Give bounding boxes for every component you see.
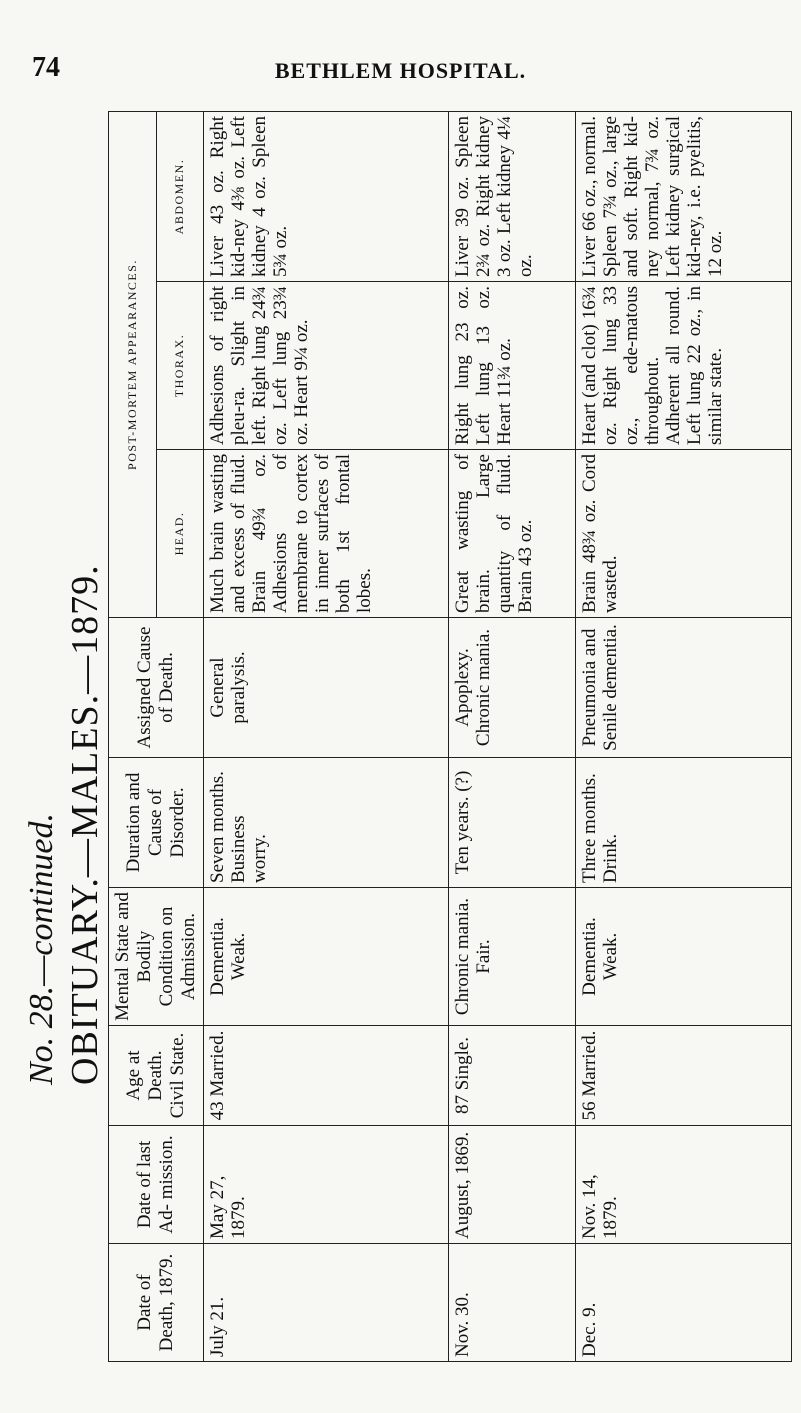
cell-date-of-admission: August, 1869. (449, 1126, 576, 1244)
cell-abdomen: Liver 39 oz. Spleen 2¾ oz. Right kidney 3 oz. Left kidney 4¼ oz. (449, 112, 576, 282)
header-head: HEAD. (156, 450, 204, 618)
cell-thorax: Adhesions of right pleu-ra. Slight in left. Right lung 24¾ oz. Left lung 23¾ oz. Heart 9¼ oz. (204, 282, 449, 450)
header-cause-of-death: Assigned Cause of Death. (109, 618, 204, 758)
table-row (204, 112, 449, 1362)
cell-head: Great wasting of brain. Large quantity of fluid. Brain 43 oz. (449, 450, 576, 618)
table-row (576, 112, 792, 1362)
obituary-table-wrapper (108, 112, 792, 1362)
continued-label: continued. (23, 813, 60, 956)
cell-cause-of-death: General paralysis. (204, 618, 449, 758)
cell-age: 43 Married. (204, 1026, 449, 1126)
header-post-mortem: POST-MORTEM APPEARANCES. (109, 112, 157, 618)
obituary-table (108, 111, 792, 1362)
cell-duration: Seven months. Business worry. (204, 758, 449, 888)
cell-duration: Ten years. (?) (449, 758, 576, 888)
cell-head: Brain 48¾ oz. Cord wasted. (576, 450, 792, 618)
cell-mental-state: Dementia. Weak. (576, 888, 792, 1026)
header-thorax: THORAX. (156, 282, 204, 450)
cell-thorax: Heart (and clot) 16¾ oz. Right lung 33 oz., ede-matous throughout. Adherent all round. Left lung 22 oz., in similar state. (576, 282, 792, 450)
cell-head: Much brain wasting and excess of fluid. Brain 49¾ oz. Adhesions of membrane to cortex in inner surfaces of both 1st frontal lobes. (204, 450, 449, 618)
cell-cause-of-death: Pneumonia and Senile dementia. (576, 618, 792, 758)
cell-cause-of-death: Apoplexy. Chronic mania. (449, 618, 576, 758)
cell-mental-state: Dementia. Weak. (204, 888, 449, 1026)
cell-thorax: Right lung 23 oz. Left lung 13 oz. Heart 11¾ oz. (449, 282, 576, 450)
header-abdomen: ABDOMEN. (156, 112, 204, 282)
table-row (449, 112, 576, 1362)
cell-date-of-death: Nov. 30. (449, 1244, 576, 1362)
dash: — (23, 955, 60, 986)
header-duration: Duration and Cause of Disorder. (109, 758, 204, 888)
cell-date-of-admission: Nov. 14, 1879. (576, 1126, 792, 1244)
cell-abdomen: Liver 66 oz., normal. Spleen 7¾ oz., large and soft. Right kid-ney normal, 7¾ oz. Left kidney surgical kid-ney, i.e. pyelitis, 12 oz. (576, 112, 792, 282)
running-head: BETHLEM HOSPITAL. (274, 58, 527, 83)
header-date-of-death: Date of Death, 1879. (109, 1244, 204, 1362)
header-age: Age at Death. Civil State. (109, 1026, 204, 1126)
table-number: No. 28. (23, 985, 60, 1085)
page-number: 74 (32, 52, 60, 83)
cell-duration: Three months. Drink. (576, 758, 792, 888)
cell-date-of-admission: May 27, 1879. (204, 1126, 449, 1244)
cell-mental-state: Chronic mania. Fair. (449, 888, 576, 1026)
cell-age: 87 Single. (449, 1026, 576, 1126)
header-mental-state: Mental State and Bodily Condition on Admission. (109, 888, 204, 1026)
cell-abdomen: Liver 43 oz. Right kid-ney 4⅜ oz. Left kidney 4 oz. Spleen 5¾ oz. (204, 112, 449, 282)
cell-date-of-death: July 21. (204, 1244, 449, 1362)
side-heading (22, 85, 112, 1085)
side-heading-title: OBITUARY.—MALES.—1879. (64, 564, 106, 1085)
header-date-of-admission: Date of last Ad- mission. (109, 1126, 204, 1244)
cell-date-of-death: Dec. 9. (576, 1244, 792, 1362)
header-row-1 (109, 112, 157, 1362)
side-heading-subtitle (22, 85, 62, 1085)
cell-age: 56 Married. (576, 1026, 792, 1126)
